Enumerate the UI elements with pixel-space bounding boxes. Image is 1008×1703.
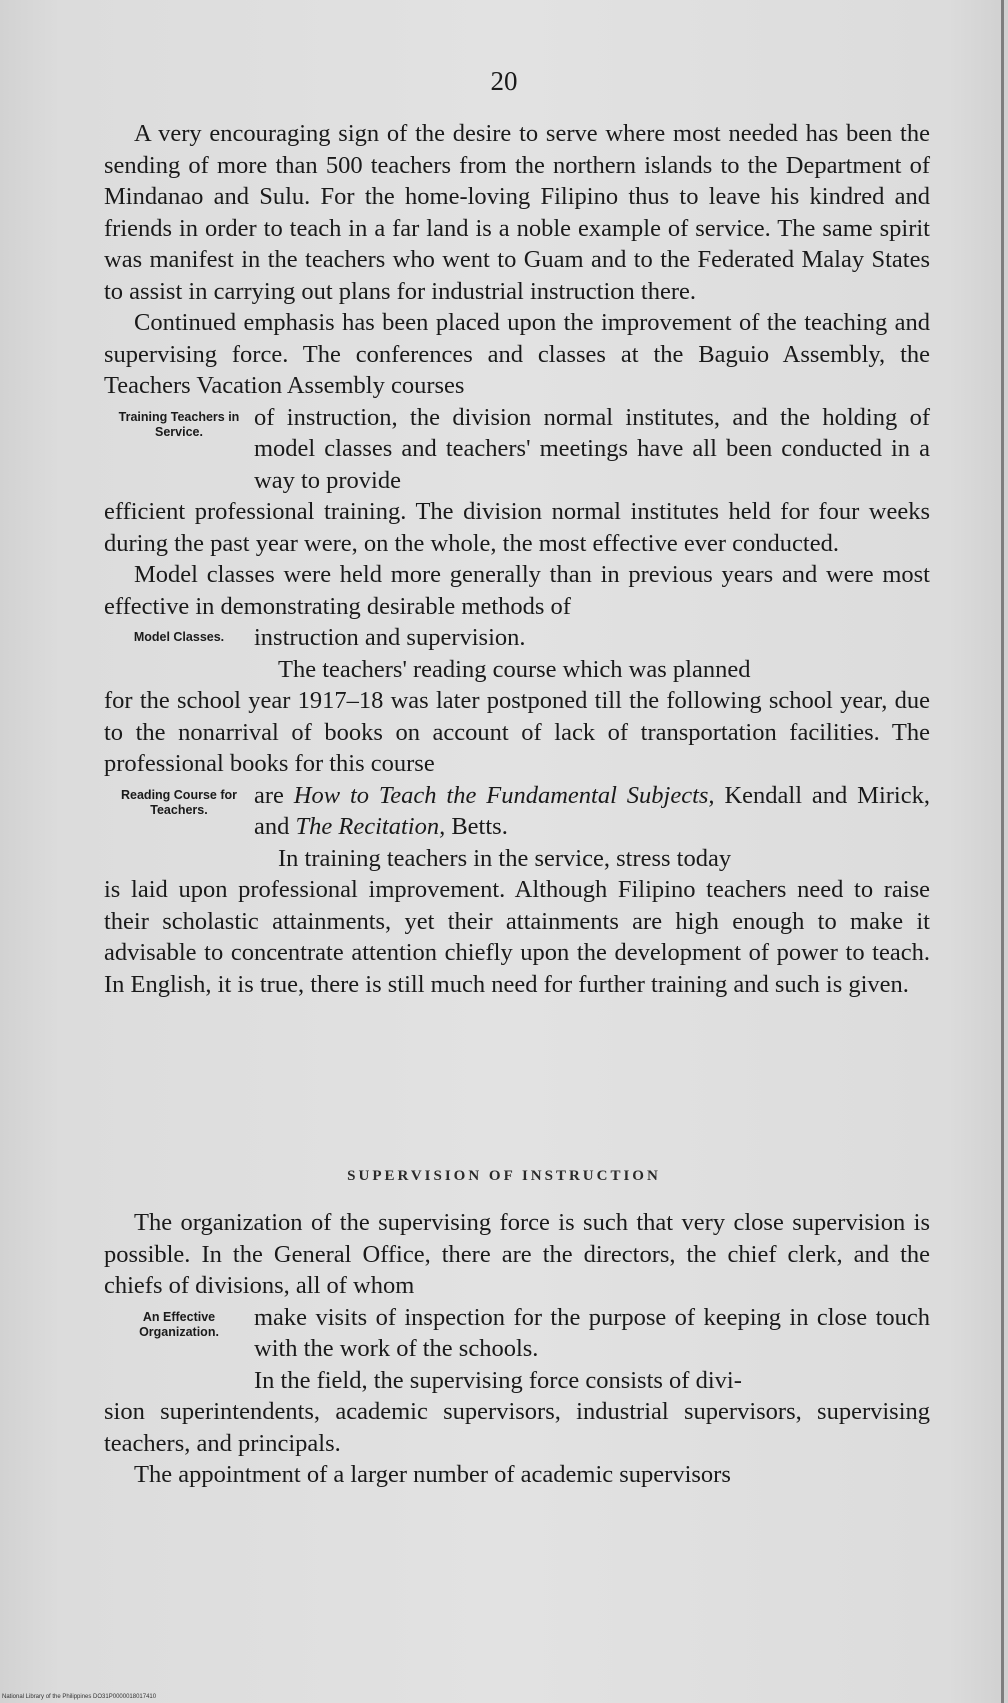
margin-note-row-model bbox=[104, 622, 930, 685]
book-title-recitation: The Recitation, bbox=[295, 813, 446, 840]
paragraph-model-b: instruction and supervision. bbox=[254, 624, 526, 651]
margin-note-organization: An Effective Organization. bbox=[139, 1309, 219, 1339]
paragraph-model-a: Model classes were held more generally than in previous years and were most effective in demonstrating desirable methods of bbox=[104, 561, 930, 620]
book-title-fundamental-subjects: How to Teach the Fundamental Subjects, bbox=[293, 781, 715, 809]
paragraph-reading-a: The teachers' reading course which was planned bbox=[278, 655, 751, 683]
reading-course-text-1: are bbox=[254, 781, 294, 809]
paragraph-mindanao: A very encouraging sign of the desire to serve where most needed has been the sending of more than 500 teachers from the northern islands to the Department of Mindanao and Sulu. For the home-loving Filipino thus to leave his kindred and friends in order to teach in a far land is a noble example of service. The same spirit was manifest in the teachers who went to Guam and to the Federated Malay States to assist in carrying out plans for industrial instruction there. bbox=[104, 120, 930, 305]
reading-course-text-2: Kendall and Mirick, and bbox=[254, 781, 930, 840]
scan-footer: National Library of the Philippines DO31P0000018017410 bbox=[2, 1694, 157, 1700]
paragraph-reading-b: for the school year 1917–18 was later postponed till the following school year, due to the nonarrival of books on account of lack of transportation facilities. The professional books for this course bbox=[104, 687, 930, 777]
body-text-lower bbox=[104, 1207, 930, 1491]
section-heading: SUPERVISION OF INSTRUCTION bbox=[347, 1168, 661, 1184]
margin-note-reading: Reading Course for Teachers. bbox=[121, 787, 237, 817]
body-text-upper bbox=[104, 118, 930, 1000]
paragraph-service-a: In training teachers in the service, stress today bbox=[278, 844, 732, 872]
paragraph-improvement-c: efficient professional training. The division normal institutes held for four weeks during the past year were, on the whole, the most effective ever conducted. bbox=[104, 498, 930, 557]
margin-note-training: Training Teachers in Service. bbox=[118, 409, 240, 439]
margin-note-organization-text bbox=[254, 1302, 930, 1397]
paragraph-organization-c: In the field, the supervising force consists of divi- bbox=[254, 1366, 742, 1394]
paragraph-improvement-a: Continued emphasis has been placed upon the improvement of the teaching and supervising force. The conferences and classes at the Baguio Assembly, the Teachers Vacation Assembly courses bbox=[104, 309, 930, 399]
paragraph-improvement-b: of instruction, the division normal institutes, and the holding of model classes and teachers' meetings have all been conducted in a way to provide bbox=[254, 403, 930, 494]
margin-note-row-training bbox=[104, 402, 930, 497]
margin-note-model: Model Classes. bbox=[133, 630, 225, 644]
margin-note-row-reading bbox=[104, 780, 930, 875]
margin-note-model-text bbox=[254, 622, 930, 685]
paragraph-service-b: is laid upon professional improvement. Although Filipino teachers need to raise their scholastic attainments, yet their attainments are high enough to make it advisable to concentrate attention chiefly upon the development of power to teach. In English, it is true, there is still much need for further training and such is given. bbox=[104, 876, 930, 998]
paragraph-organization-b: make visits of inspection for the purpose of keeping in close touch with the work of the schools. bbox=[254, 1303, 930, 1362]
scan-edge bbox=[1001, 0, 1004, 1703]
paragraph-organization-a: The organization of the supervising force is such that very close supervision is possible. In the General Office, there are the directors, the chief clerk, and the chiefs of divisions, all of whom bbox=[104, 1209, 930, 1299]
paragraph-organization-d: sion superintendents, academic supervisors, industrial supervisors, supervising teachers, and principals. bbox=[104, 1398, 930, 1457]
reading-course-text-3: Betts. bbox=[445, 813, 508, 840]
reading-course-books bbox=[254, 780, 930, 875]
paragraph-appointment: The appointment of a larger number of academic supervisors bbox=[134, 1461, 731, 1488]
margin-note-row-organization bbox=[104, 1302, 930, 1397]
page-number: 20 bbox=[490, 66, 518, 96]
